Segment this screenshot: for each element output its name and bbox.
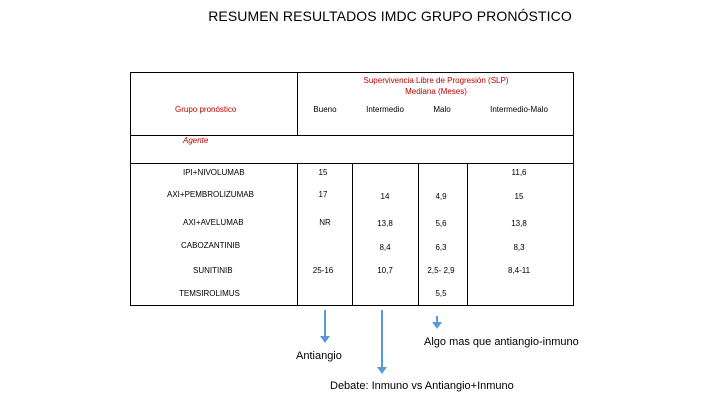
slp-header-line2: Mediana (Meses) bbox=[405, 87, 467, 96]
table-cell: 8,4 bbox=[379, 243, 391, 252]
algo-mas-note: Algo mas que antiangio-inmuno bbox=[424, 336, 579, 348]
arrow-down-icon bbox=[432, 322, 442, 329]
table-cell: 25-16 bbox=[312, 266, 334, 275]
table-cell: 10,7 bbox=[377, 266, 393, 275]
table-divider bbox=[131, 163, 573, 164]
col-header-intermedio-malo: Intermedio-Malo bbox=[490, 105, 548, 114]
table-row-agent: CABOZANTINIB bbox=[181, 241, 241, 250]
results-table bbox=[130, 72, 574, 306]
table-cell: 5,5 bbox=[435, 289, 447, 298]
table-cell: 6,3 bbox=[435, 243, 447, 252]
table-row-agent: SUNITINIB bbox=[193, 266, 233, 275]
table-row-agent: AXI+AVELUMAB bbox=[183, 218, 244, 227]
table-row-agent: AXI+PEMBROLIZUMAB bbox=[167, 190, 254, 199]
table-divider bbox=[352, 163, 353, 306]
col-header-intermedio: Intermedio bbox=[366, 105, 404, 114]
table-cell: 4,9 bbox=[435, 192, 447, 201]
table-cell: 5,6 bbox=[435, 219, 447, 228]
table-cell: 15 bbox=[318, 168, 328, 177]
col-header-bueno: Bueno bbox=[313, 105, 337, 114]
table-divider bbox=[467, 163, 468, 306]
arrow-line bbox=[381, 310, 383, 367]
table-row-agent: IPI+NIVOLUMAB bbox=[183, 168, 245, 177]
arrow-down-icon bbox=[320, 336, 330, 343]
page-title: RESUMEN RESULTADOS IMDC GRUPO PRONÓSTICO bbox=[208, 8, 572, 24]
table-cell: 15 bbox=[514, 192, 524, 201]
table-cell: 8,3 bbox=[513, 243, 525, 252]
col-group-header: Grupo pronóstico bbox=[175, 105, 237, 114]
table-divider bbox=[418, 163, 419, 306]
table-cell: 17 bbox=[318, 190, 328, 199]
table-cell: 13,8 bbox=[511, 219, 527, 228]
slp-header-line1: Supervivencia Libre de Progresión (SLP) bbox=[363, 76, 509, 85]
slp-header bbox=[297, 75, 575, 97]
table-cell: 13,8 bbox=[377, 219, 393, 228]
table-cell: 8,4-11 bbox=[507, 266, 531, 275]
table-cell: NR bbox=[319, 218, 331, 227]
arrow-down-icon bbox=[377, 367, 387, 374]
table-cell: 2,5- 2,9 bbox=[427, 266, 455, 275]
table-divider bbox=[297, 163, 298, 306]
table-row-agent: TEMSIROLIMUS bbox=[179, 289, 240, 298]
col-header-malo: Malo bbox=[433, 105, 451, 114]
arrow-line bbox=[324, 310, 326, 336]
agent-header: Agente bbox=[183, 136, 209, 145]
table-cell: 11,6 bbox=[511, 168, 527, 177]
debate-note: Debate: Inmuno vs Antiangio+Inmuno bbox=[330, 380, 514, 392]
antiangio-note: Antiangio bbox=[296, 350, 342, 362]
table-cell: 14 bbox=[380, 192, 390, 201]
